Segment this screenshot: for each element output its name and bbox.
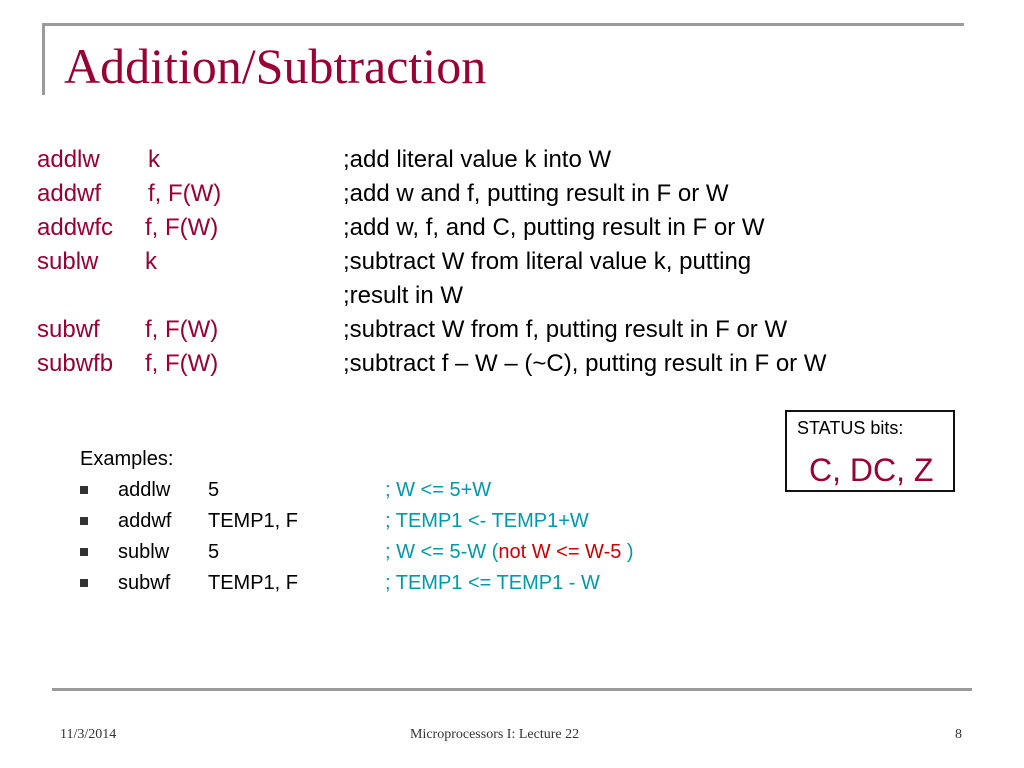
frame-top-line: [42, 23, 964, 26]
example-mnemonic: addlw: [118, 479, 171, 501]
instruction-mnemonic: subwfb: [37, 350, 114, 377]
example-comment-start: ; W <= 5-W (: [385, 541, 499, 563]
instruction-comment: ;add w and f, putting result in F or W: [343, 180, 729, 207]
example-operand: 5: [208, 479, 220, 501]
bullet-square-icon: [80, 548, 88, 556]
instruction-mnemonic: subwf: [37, 316, 100, 343]
example-operand: TEMP1, F: [208, 572, 299, 594]
bullet-square-icon: [80, 486, 88, 494]
frame-left-line: [42, 23, 45, 95]
instruction-operand: f, F(W): [145, 316, 219, 343]
example-operand: 5: [208, 541, 220, 563]
example-mnemonic: sublw: [118, 541, 170, 563]
example-comment: ; TEMP1 <= TEMP1 - W: [385, 572, 600, 594]
footer-divider: [52, 688, 972, 691]
example-comment: ; W <= 5+W: [385, 479, 492, 501]
slide-title: Addition/Subtraction: [64, 38, 487, 94]
example-operand: TEMP1, F: [208, 510, 299, 532]
instruction-comment: ;subtract W from f, putting result in F or W: [343, 316, 788, 343]
example-mnemonic: subwf: [118, 572, 171, 594]
bullet-square-icon: [80, 517, 88, 525]
instruction-operand: f, F(W): [145, 350, 219, 377]
instruction-mnemonic: addlw: [37, 146, 100, 173]
examples-label: Examples:: [80, 448, 174, 470]
instruction-operand: k: [148, 146, 160, 173]
instruction-operand: f, F(W): [148, 180, 222, 207]
example-comment-emphasis: not W <= W-5: [498, 541, 622, 563]
bullet-square-icon: [80, 579, 88, 587]
instruction-comment: ;add literal value k into W: [343, 146, 612, 173]
example-comment: [385, 536, 634, 568]
status-bits-box: [785, 410, 955, 492]
status-bits-value: C, DC, Z: [809, 452, 934, 488]
instruction-comment: ;result in W: [343, 282, 464, 309]
footer-date: 11/3/2014: [60, 727, 117, 742]
instruction-operand: f, F(W): [145, 214, 219, 241]
instruction-mnemonic: sublw: [37, 248, 99, 275]
example-comment-end: ): [621, 541, 634, 563]
instruction-comment: ;add w, f, and C, putting result in F or W: [343, 214, 765, 241]
instruction-comment: ;subtract W from literal value k, putting: [343, 248, 752, 275]
example-comment: ; TEMP1 <- TEMP1+W: [385, 510, 589, 532]
instruction-mnemonic: addwfc: [37, 214, 114, 241]
footer-page-number: 8: [955, 727, 962, 742]
example-mnemonic: addwf: [118, 510, 172, 532]
instruction-comment: ;subtract f – W – (~C), putting result in F or W: [343, 350, 827, 377]
instruction-mnemonic: addwf: [37, 180, 102, 207]
footer-lecture-title: Microprocessors I: Lecture 22: [410, 727, 580, 742]
instruction-operand: k: [145, 248, 157, 275]
status-bits-label: STATUS bits:: [797, 418, 904, 438]
